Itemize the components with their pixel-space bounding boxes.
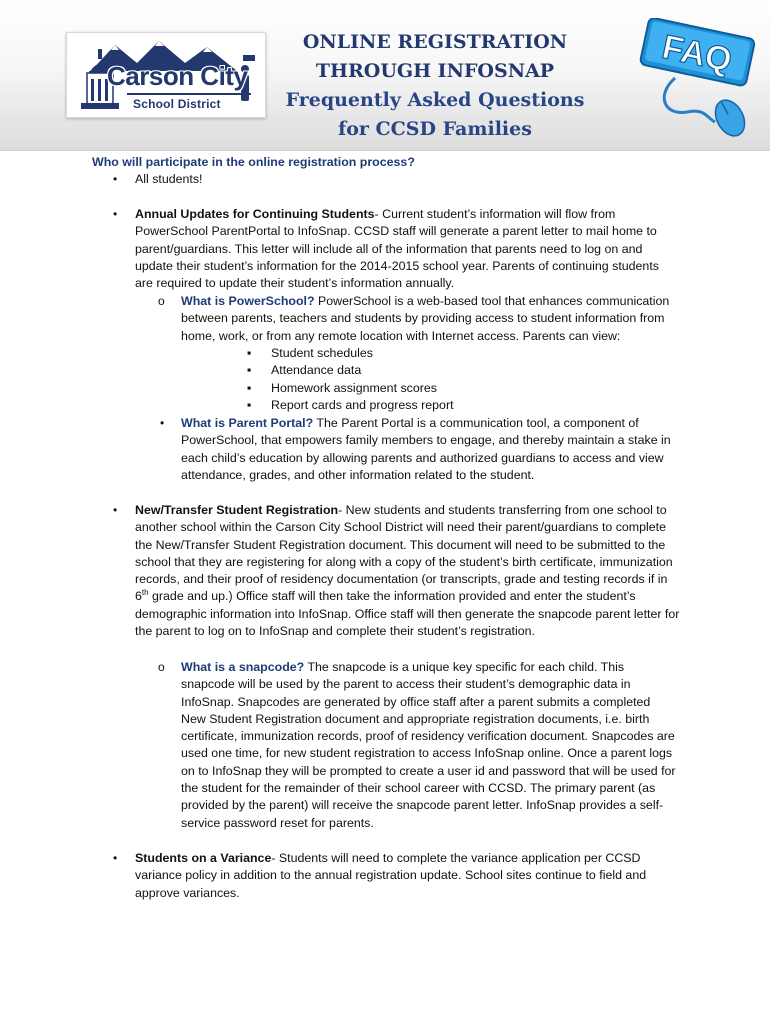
annual-updates-paragraph (135, 206, 670, 292)
annual-updates-text: - Current student’s information will flow from PowerSchool ParentPortal to InfoSnap. CCSD staff will generate a parent letter to mail home to parent/guardians. This letter will include all of the information that parents need to log on and update their student’s information for the 2014-2015 school year. Parents of continuing students are required to update their student’s information annually. (135, 207, 659, 291)
variance-title: Students on a Variance (135, 851, 272, 865)
all-students-text: All students! (135, 172, 203, 186)
transfer-text-2: grade and up.) Office staff will then take the information provided and enter the student’s demographic information into InfoSnap. Office staff will then generate the snapcode parent letter for the parent to log on to InfoSnap and complete their student’s registration. (135, 589, 680, 639)
powerschool-question: What is PowerSchool? (181, 294, 315, 308)
bullet-disc: • (160, 416, 165, 430)
faq-label: FAQ (658, 27, 736, 80)
bullet-disc: • (113, 207, 118, 221)
annual-updates-title: Annual Updates for Continuing Students (135, 207, 375, 221)
parents-view-list (247, 345, 454, 414)
snapcode-question: What is a snapcode? (181, 660, 305, 674)
list-item: ▪ Student schedules (247, 346, 373, 360)
faq-mouse-icon (635, 18, 761, 138)
variance-paragraph (135, 850, 675, 902)
transfer-title: New/Transfer Student Registration (135, 503, 339, 517)
bullet-disc: • (113, 172, 118, 186)
title-line-1: ONLINE REGISTRATION (302, 31, 568, 53)
parent-portal-answer: The Parent Portal is a communication tool, a component of PowerSchool, that empowers family members to engage, and thereby maintain a stake in each child’s education by allowing parents and authorized guardians to access and view attendance, grades, and other information related to the student. (181, 416, 671, 482)
list-item: ▪ Homework assignment scores (247, 380, 437, 395)
title-line-4: for CCSD Families (338, 118, 532, 140)
bullet-disc: • (113, 851, 118, 865)
snapcode-paragraph (181, 659, 676, 832)
snapcode-answer: The snapcode is a unique key specific for each child. This snapcode will be used by the parent to access their student’s demographic data in InfoSnap. Snapcodes are generated by office staff after a parent submits a completed New Student Registration document and appropriate registration documents, i.e. birth certificate, immunization records, proof of residency verification document. Snapcodes are used one time, for new student registration to access InfoSnap online. Once a parent logs on to InfoSnap they will be prompted to create a user id and password that will be used for the student for the remainder of their school career with CCSD. The primary parent (as provided by the parent) will receive the snapcode parent letter. InfoSnap provides a self-service password reset for parents. (181, 660, 676, 830)
powerschool-paragraph (181, 293, 676, 345)
district-logo (66, 32, 266, 118)
page-header (0, 0, 770, 151)
parent-portal-question: What is Parent Portal? (181, 416, 314, 430)
title-line-2: THROUGH INFOSNAP (315, 60, 555, 82)
list-item: ▪ Report cards and progress report (247, 397, 454, 412)
transfer-paragraph (135, 502, 680, 640)
variance-text: - Students will need to complete the variance application per CCSD variance policy in addition to the annual registration update. School sites continue to field and approve variances. (135, 851, 647, 900)
document-title (270, 28, 600, 144)
transfer-sup: th (141, 588, 149, 598)
question-heading: Who will participate in the online registration process? (92, 155, 415, 169)
bullet-disc: • (113, 503, 118, 517)
powerschool-answer: PowerSchool is a web-based tool that enhances communication between parents, teachers and students by providing access to student information from home, work, or from any remote location with Internet access. Parents can view: (181, 294, 670, 343)
bullet-circle: o (158, 294, 165, 308)
transfer-text-1: - New students and students transferring from one school to another school within the Carson City School District will need their parent/guardians to complete the New/Transfer Student Registration document. This document will need to be submitted to the school that they are registering for along with a copy of the student’s birth certificate, immunization records, and their proof of residency documentation (or transcripts, grade and testing records if in 6 (135, 503, 673, 604)
title-line-3: Frequently Asked Questions (285, 89, 585, 111)
logo-city-name: Carson City (107, 61, 248, 91)
logo-district-name: School District (133, 97, 221, 111)
bullet-circle: o (158, 660, 165, 674)
parent-portal-paragraph (181, 415, 676, 484)
list-item: ▪ Attendance data (247, 363, 362, 378)
